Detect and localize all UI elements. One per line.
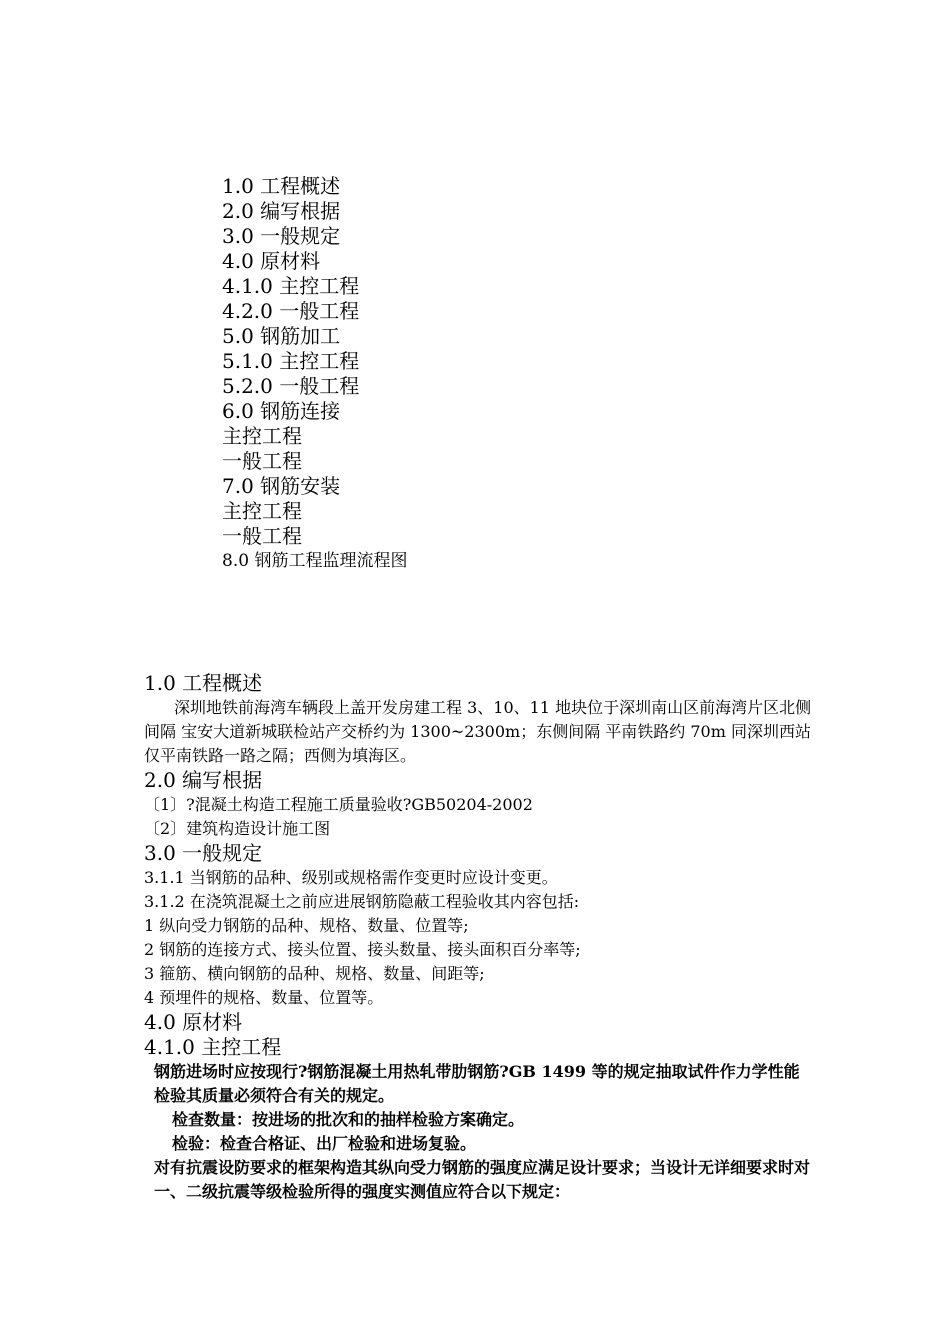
clause-item: 1 纵向受力钢筋的品种、规格、数量、位置等; — [144, 916, 469, 935]
document-body — [144, 671, 814, 1204]
toc-item[interactable]: 6.0 钢筋连接 — [222, 399, 341, 423]
reference-item: 〔2〕建筑构造设计施工图 — [144, 819, 331, 838]
toc-item[interactable]: 4.1.0 主控工程 — [222, 274, 360, 298]
clause-item: 3.1.1 当钢筋的品种、级别或规格需作变更时应设计变更。 — [144, 868, 558, 887]
toc-item[interactable]: 1.0 工程概述 — [222, 174, 341, 198]
section-heading: 3.0 一般规定 — [144, 841, 263, 865]
bold-paragraph: 检查数量：按进场的批次和的抽样检验方案确定。 — [172, 1110, 525, 1129]
clause-item: 3.1.2 在浇筑混凝土之前应进展钢筋隐蔽工程验收其内容包括: — [144, 892, 580, 911]
subsection-heading: 4.1.0 主控工程 — [144, 1035, 282, 1059]
toc-item[interactable]: 3.0 一般规定 — [222, 224, 341, 248]
reference-item: 〔1〕?混凝土构造工程施工质量验收?GB50204-2002 — [144, 795, 533, 814]
toc-item[interactable]: 主控工程 — [222, 499, 302, 523]
toc-item[interactable]: 8.0 钢筋工程监理流程图 — [222, 551, 408, 571]
paragraph: 深圳地铁前海湾车辆段上盖开发房建工程 3、10、11 地块位于深圳南山区前海湾片区北侧间隔 宝安大道新城联检站产交桥约为 1300~2300m；东侧间隔 平南铁路约 70m 同深圳西站仅平南铁路一路之隔；西侧为填海区。 — [144, 698, 812, 765]
clause-item: 2 钢筋的连接方式、接头位置、接头数量、接头面积百分率等; — [144, 940, 581, 959]
toc-item[interactable]: 4.0 原材料 — [222, 249, 321, 273]
toc-item[interactable]: 一般工程 — [222, 449, 302, 473]
toc-item[interactable]: 2.0 编写根据 — [222, 199, 341, 223]
bold-paragraph: 检验：检查合格证、出厂检验和进场复验。 — [172, 1134, 477, 1153]
toc-item[interactable]: 主控工程 — [222, 424, 302, 448]
toc-item[interactable]: 一般工程 — [222, 524, 302, 548]
clause-item: 4 预埋件的规格、数量、位置等。 — [144, 988, 384, 1007]
section-heading: 1.0 工程概述 — [144, 671, 263, 695]
clause-item: 3 箍筋、横向钢筋的品种、规格、数量、间距等; — [144, 964, 485, 983]
toc-item[interactable]: 7.0 钢筋安装 — [222, 474, 341, 498]
section-heading: 4.0 原材料 — [144, 1010, 243, 1034]
toc-item[interactable]: 5.1.0 主控工程 — [222, 349, 360, 373]
bold-paragraph: 对有抗震设防要求的框架构造其纵向受力钢筋的强度应满足设计要求；当设计无详细要求时对一、二级抗震等级检验所得的强度实测值应符合以下规定： — [154, 1158, 811, 1201]
table-of-contents — [222, 174, 622, 574]
toc-item[interactable]: 5.2.0 一般工程 — [222, 374, 360, 398]
toc-item[interactable]: 5.0 钢筋加工 — [222, 324, 341, 348]
bold-paragraph: 钢筋进场时应按现行?钢筋混凝土用热轧带肋钢筋?GB 1499 等的规定抽取试件作力学性能检验其质量必须符合有关的规定。 — [154, 1062, 800, 1105]
toc-item[interactable]: 4.2.0 一般工程 — [222, 299, 360, 323]
section-heading: 2.0 编写根据 — [144, 768, 263, 792]
